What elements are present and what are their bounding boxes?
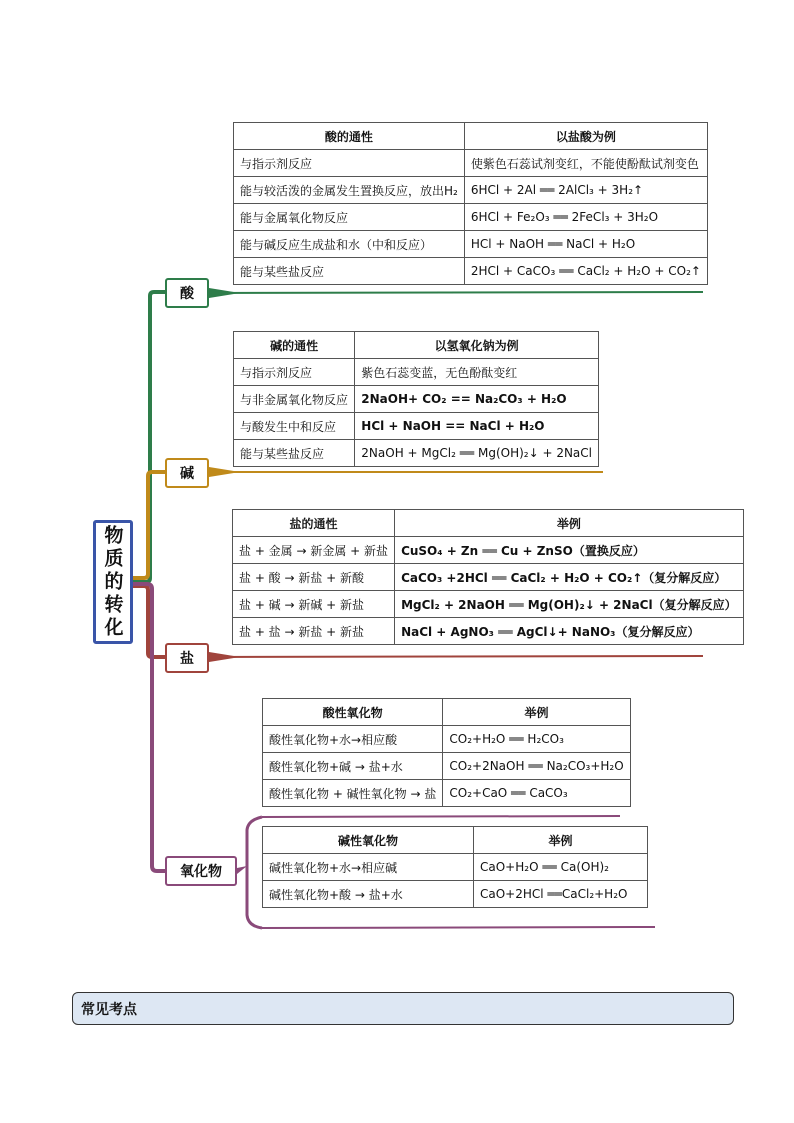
property-cell: 能与碱反应生成盐和水（中和反应） xyxy=(234,231,465,258)
table-header-row xyxy=(263,699,631,726)
table-row xyxy=(234,258,708,285)
property-cell: 碱性氧化物+水→相应碱 xyxy=(263,854,474,881)
header-cell: 碱性氧化物 xyxy=(263,827,474,854)
property-cell: 与指示剂反应 xyxy=(234,359,355,386)
oxide-bottom-line xyxy=(262,927,655,928)
table-header-row xyxy=(263,827,648,854)
table-row xyxy=(263,753,631,780)
salt-connector xyxy=(133,586,165,657)
example-cell: NaCl + AgNO₃ ══ AgCl↓+ NaNO₃（复分解反应） xyxy=(395,618,744,645)
property-cell: 能与金属氧化物反应 xyxy=(234,204,465,231)
property-cell: 酸性氧化物+水→相应酸 xyxy=(263,726,443,753)
header-cell: 酸性氧化物 xyxy=(263,699,443,726)
example-cell: 2NaOH + MgCl₂ ══ Mg(OH)₂↓ + 2NaCl xyxy=(355,440,599,467)
table-row xyxy=(234,386,599,413)
table-row xyxy=(263,881,648,908)
header-cell: 以盐酸为例 xyxy=(464,123,707,150)
salt-node: 盐 xyxy=(165,643,209,673)
property-cell: 酸性氧化物 + 碱性氧化物 → 盐 xyxy=(263,780,443,807)
example-cell: CO₂+2NaOH ══ Na₂CO₃+H₂O xyxy=(443,753,630,780)
table-row xyxy=(263,780,631,807)
example-cell: CaO+2HCl ══CaCl₂+H₂O xyxy=(474,881,648,908)
example-cell: CO₂+CaO ══ CaCO₃ xyxy=(443,780,630,807)
property-cell: 盐 + 盐 → 新盐 + 新盐 xyxy=(233,618,395,645)
header-cell: 举例 xyxy=(443,699,630,726)
table-row xyxy=(233,564,744,591)
example-cell: 2NaOH+ CO₂ == Na₂CO₃ + H₂O xyxy=(355,386,599,413)
property-cell: 能与较活泼的金属发生置换反应，放出H₂ xyxy=(234,177,465,204)
table-row xyxy=(234,150,708,177)
header-cell: 酸的通性 xyxy=(234,123,465,150)
header-cell: 以氢氧化钠为例 xyxy=(355,332,599,359)
property-cell: 盐 + 金属 → 新金属 + 新盐 xyxy=(233,537,395,564)
table-row xyxy=(234,359,599,386)
header-cell: 碱的通性 xyxy=(234,332,355,359)
table-row xyxy=(233,537,744,564)
acidic-oxide-table xyxy=(262,698,631,807)
acid-arrow xyxy=(209,288,240,298)
table-header-row xyxy=(234,332,599,359)
property-cell: 碱性氧化物+酸 → 盐+水 xyxy=(263,881,474,908)
table-row xyxy=(233,591,744,618)
example-cell: 使紫色石蕊试剂变红，不能使酚酞试剂变色 xyxy=(464,150,707,177)
acid-properties-table xyxy=(233,122,708,285)
example-cell: CuSO₄ + Zn ══ Cu + ZnSO（置换反应） xyxy=(395,537,744,564)
table-row xyxy=(234,204,708,231)
header-cell: 举例 xyxy=(474,827,648,854)
table-row xyxy=(234,231,708,258)
example-cell: HCl + NaOH == NaCl + H₂O xyxy=(355,413,599,440)
property-cell: 与酸发生中和反应 xyxy=(234,413,355,440)
table-row xyxy=(234,177,708,204)
example-cell: 2HCl + CaCO₃ ══ CaCl₂ + H₂O + CO₂↑ xyxy=(464,258,707,285)
common-exam-points-heading xyxy=(72,992,734,1025)
acid-line xyxy=(209,292,703,293)
oxide-bracket xyxy=(247,817,262,928)
property-cell: 能与某些盐反应 xyxy=(234,440,355,467)
section-title: 常见考点 xyxy=(81,1001,137,1018)
salt-line xyxy=(209,656,703,657)
example-cell: HCl + NaOH ══ NaCl + H₂O xyxy=(464,231,707,258)
base-arrow xyxy=(209,467,240,477)
property-cell: 盐 + 酸 → 新盐 + 新酸 xyxy=(233,564,395,591)
header-cell: 举例 xyxy=(395,510,744,537)
example-cell: MgCl₂ + 2NaOH ══ Mg(OH)₂↓ + 2NaCl（复分解反应） xyxy=(395,591,744,618)
table-row xyxy=(234,413,599,440)
table-header-row xyxy=(234,123,708,150)
example-cell: 6HCl + 2Al ══ 2AlCl₃ + 3H₂↑ xyxy=(464,177,707,204)
oxide-node: 氧化物 xyxy=(165,856,237,886)
table-header-row xyxy=(233,510,744,537)
property-cell: 酸性氧化物+碱 → 盐+水 xyxy=(263,753,443,780)
salt-properties-table xyxy=(232,509,744,645)
oxide-top-line xyxy=(262,816,620,817)
property-cell: 与指示剂反应 xyxy=(234,150,465,177)
header-cell: 盐的通性 xyxy=(233,510,395,537)
basic-oxide-table xyxy=(262,826,648,908)
table-row xyxy=(233,618,744,645)
base-node: 碱 xyxy=(165,458,209,488)
example-cell: 6HCl + Fe₂O₃ ══ 2FeCl₃ + 3H₂O xyxy=(464,204,707,231)
base-properties-table xyxy=(233,331,599,467)
center-node: 物质的转化 xyxy=(93,520,133,644)
example-cell: 紫色石蕊变蓝，无色酚酞变红 xyxy=(355,359,599,386)
property-cell: 与非金属氧化物反应 xyxy=(234,386,355,413)
salt-arrow xyxy=(209,652,240,662)
table-row xyxy=(263,854,648,881)
table-row xyxy=(263,726,631,753)
table-row xyxy=(234,440,599,467)
acid-node: 酸 xyxy=(165,278,209,308)
property-cell: 盐 + 碱 → 新碱 + 新盐 xyxy=(233,591,395,618)
example-cell: CaO+H₂O ══ Ca(OH)₂ xyxy=(474,854,648,881)
example-cell: CaCO₃ +2HCl ══ CaCl₂ + H₂O + CO₂↑（复分解反应） xyxy=(395,564,744,591)
example-cell: CO₂+H₂O ══ H₂CO₃ xyxy=(443,726,630,753)
property-cell: 能与某些盐反应 xyxy=(234,258,465,285)
base-connector xyxy=(133,472,165,578)
